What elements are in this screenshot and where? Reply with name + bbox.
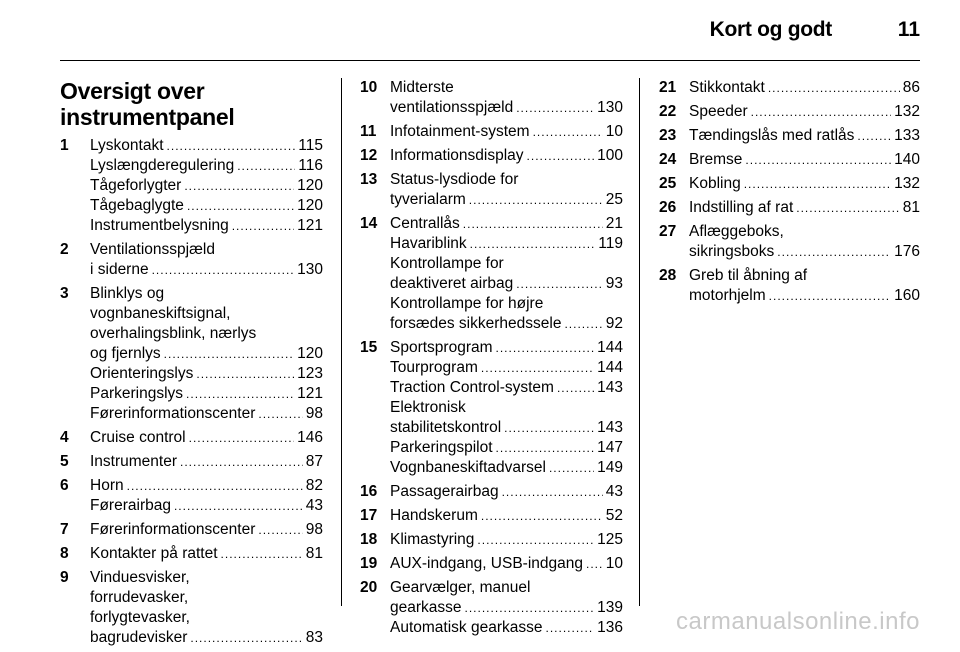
entry-line [689,222,920,242]
entry-line [390,458,623,478]
dot-leader [469,190,603,210]
page-reference: 149 [597,459,623,476]
index-column-1 [60,78,323,652]
entry-line [390,294,623,314]
entry-line [390,378,623,398]
page-reference: 116 [298,157,323,174]
dot-leader [527,146,595,166]
entry-text: Sportsprogram [390,339,493,356]
index-entry [60,428,323,448]
entry-line [90,568,323,588]
entry-line [390,170,623,190]
dot-leader [167,136,296,156]
dot-leader [221,544,303,564]
entry-number: 3 [60,285,69,302]
section-title: Oversigt over instrumentpanel [60,78,235,130]
index-entry [360,146,623,166]
entry-text: Kontrollampe for højre [390,295,544,312]
entry-text: deaktiveret airbag [390,275,514,292]
page-reference: 130 [597,99,623,116]
entry-text: sikringsboks [689,243,775,260]
entry-number: 25 [659,175,677,192]
entry-text: Speeder [689,103,748,120]
dot-leader [564,314,602,334]
entry-text: Kontakter på rattet [90,545,218,562]
entry-text: Horn [90,477,124,494]
entry-text: Kobling [689,175,741,192]
page-reference: 10 [605,555,623,572]
dot-leader [477,530,594,550]
entry-line [689,174,920,194]
entry-line [90,136,323,156]
index-entry [659,102,920,122]
entry-line [90,324,323,344]
index-entry [60,240,323,280]
entry-text: gearkasse [390,599,462,616]
entry-text: Ventilationsspjæld [90,241,215,258]
page-reference: 132 [894,103,920,120]
entry-line [689,286,920,306]
entry-text: forsædes sikkerhedssele [390,315,562,332]
page-reference: 147 [597,439,623,456]
index-entry [360,78,623,118]
dot-leader [187,196,294,216]
dot-leader [496,338,595,358]
entry-line [90,284,323,304]
entry-text: Handskerum [390,507,478,524]
index-entry [659,198,920,218]
entry-number: 17 [360,507,378,524]
dot-leader [237,156,295,176]
dot-leader [586,554,603,574]
entry-text: og fjernlys [90,345,161,362]
index-entry [659,174,920,194]
entry-number: 6 [60,477,69,494]
entry-line [390,234,623,254]
entry-line [390,578,623,598]
entry-text: Informationsdisplay [390,147,524,164]
entry-line [390,122,623,142]
page-reference: 92 [605,315,623,332]
entry-number: 10 [360,79,378,96]
index-entry [360,482,623,502]
entry-line [390,338,623,358]
dot-leader [258,520,302,540]
page-reference: 146 [297,429,323,446]
entry-number: 4 [60,429,69,446]
entry-text: Gearvælger, manuel [390,579,531,596]
dot-leader [516,274,603,294]
entry-line [90,240,323,260]
index-entry [60,568,323,648]
entry-text: tyverialarm [390,191,466,208]
entry-text: Status-lysdiode for [390,171,519,188]
index-entry [60,520,323,540]
page-reference: 160 [894,287,920,304]
entry-text: Førerinformationscenter [90,405,256,422]
index-entry [360,506,623,526]
entry-text: bagrudevisker [90,629,188,646]
entry-number: 26 [659,199,677,216]
page-reference: 120 [297,197,323,214]
entry-text: overhalingsblink, nærlys [90,325,257,342]
page-reference: 43 [605,483,623,500]
entry-text: Instrumenter [90,453,178,470]
entry-number: 28 [659,267,677,284]
dot-leader [768,78,900,98]
entry-text: Stikkontakt [689,79,765,96]
entry-text: ventilationsspjæld [390,99,514,116]
entry-text: forrudevasker, [90,589,189,606]
index-entry [659,266,920,306]
dot-leader [470,234,596,254]
dot-leader [549,458,594,478]
entry-line [390,314,623,334]
dot-leader [127,476,303,496]
column-divider [341,78,342,606]
entry-line [390,506,623,526]
entry-line [90,216,323,236]
dot-leader [481,358,594,378]
page-reference: 143 [597,419,623,436]
entry-line [689,198,920,218]
page-reference: 21 [605,215,623,232]
page-reference: 81 [902,199,920,216]
entry-text: Lyslængderegulering [90,157,235,174]
entry-text: Orienteringslys [90,365,194,382]
index-column-2 [360,78,623,642]
dot-leader [745,150,891,170]
dot-leader [857,126,891,146]
entry-text: Centrallås [390,215,460,232]
index-entry [360,122,623,142]
page-reference: 121 [297,385,323,402]
page-reference: 143 [597,379,623,396]
dot-leader [184,176,294,196]
entry-line [390,530,623,550]
header-title: Kort og godt [709,18,832,41]
dot-leader [751,102,892,122]
entry-text: Infotainment-system [390,123,530,140]
entry-text: Elektronisk [390,399,466,416]
entry-line [390,78,623,98]
page-reference: 144 [597,359,623,376]
dot-leader [465,598,595,618]
entry-text: vognbaneskiftsignal, [90,305,231,322]
entry-line [90,608,323,628]
entry-line [390,358,623,378]
header-divider [60,60,920,61]
page-reference: 133 [894,127,920,144]
entry-text: Bremse [689,151,743,168]
page-reference: 10 [605,123,623,140]
page-reference: 130 [297,261,323,278]
entry-line [390,98,623,118]
page-reference: 115 [298,137,323,154]
page-reference: 98 [305,405,323,422]
entry-number: 11 [360,123,377,140]
entry-number: 27 [659,223,677,240]
entry-text: Parkeringslys [90,385,184,402]
entry-number: 14 [360,215,378,232]
entry-line [90,544,323,564]
entry-line [390,146,623,166]
column-divider [639,78,640,606]
entry-text: Tågebaglygte [90,197,184,214]
entry-line [90,628,323,648]
index-entry [60,284,323,424]
page-reference: 140 [894,151,920,168]
page-reference: 25 [605,191,623,208]
entry-text: AUX-indgang, USB-indgang [390,555,584,572]
entry-line [390,190,623,210]
dot-leader [744,174,891,194]
dot-leader [557,378,594,398]
dot-leader [504,418,594,438]
entry-number: 15 [360,339,378,356]
dot-leader [164,344,294,364]
page-reference: 83 [305,629,323,646]
entry-text: Aflæggeboks, [689,223,784,240]
page-reference: 87 [305,453,323,470]
index-entry [360,214,623,334]
entry-line [90,364,323,384]
page-reference: 123 [297,365,323,382]
entry-text: Indstilling af rat [689,199,794,216]
entry-number: 16 [360,483,378,500]
entry-text: Havariblink [390,235,467,252]
entry-text: i siderne [90,261,149,278]
page-reference: 81 [305,545,323,562]
entry-line [390,482,623,502]
entry-text: Førerinformationscenter [90,521,256,538]
entry-text: Midterste [390,79,454,96]
dot-leader [533,122,603,142]
dot-leader [769,286,891,306]
entry-number: 21 [659,79,677,96]
page-reference: 52 [605,507,623,524]
entry-number: 1 [60,137,69,154]
dot-leader [463,214,603,234]
entry-line [90,476,323,496]
page-number: 11 [897,18,920,41]
dot-leader [180,452,303,472]
dot-leader [186,384,294,404]
entry-line [90,260,323,280]
entry-number: 7 [60,521,69,538]
page-reference: 121 [297,217,323,234]
entry-text: Greb til åbning af [689,267,808,284]
entry-line [90,404,323,424]
entry-text: Tourprogram [390,359,478,376]
entry-line [90,452,323,472]
dot-leader [190,628,302,648]
entry-text: motorhjelm [689,287,766,304]
dot-leader [796,198,900,218]
entry-line [689,266,920,286]
page-reference: 120 [297,345,323,362]
page-reference: 144 [597,339,623,356]
dot-leader [502,482,603,502]
entry-line [90,520,323,540]
entry-number: 8 [60,545,69,562]
entry-text: Førerairbag [90,497,171,514]
entry-text: Tågeforlygter [90,177,182,194]
index-entry [60,544,323,564]
entry-text: Traction Control-system [390,379,554,396]
dot-leader [196,364,294,384]
entry-line [90,344,323,364]
entry-line [390,598,623,618]
entry-text: Passagerairbag [390,483,499,500]
entry-text: Vognbaneskiftadvarsel [390,459,546,476]
entry-line [689,126,920,146]
page-reference: 82 [305,477,323,494]
page-reference: 86 [902,79,920,96]
page-reference: 176 [894,243,920,260]
dot-leader [232,216,294,236]
page-reference: 125 [597,531,623,548]
entry-line [390,398,623,418]
index-entry [360,554,623,574]
page-reference: 120 [297,177,323,194]
entry-line [90,176,323,196]
index-entry [360,170,623,210]
entry-line [390,554,623,574]
entry-text: Klimastyring [390,531,475,548]
entry-text: Parkeringspilot [390,439,493,456]
entry-text: Automatisk gearkasse [390,619,543,636]
index-entry [360,530,623,550]
entry-number: 9 [60,569,69,586]
page-reference: 93 [605,275,623,292]
index-column-3 [659,78,920,310]
entry-line [689,242,920,262]
entry-line [390,418,623,438]
entry-text: Lyskontakt [90,137,164,154]
entry-line [689,102,920,122]
page-reference: 139 [597,599,623,616]
entry-text: Tændingslås med ratlås [689,127,855,144]
entry-line [90,304,323,324]
entry-line [390,214,623,234]
index-entry [360,338,623,478]
page-reference: 119 [598,235,623,252]
index-entry [60,452,323,472]
entry-line [90,196,323,216]
entry-number: 20 [360,579,378,596]
index-entry [659,150,920,170]
dot-leader [189,428,295,448]
entry-number: 5 [60,453,69,470]
entry-line [390,618,623,638]
entry-text: Kontrollampe for [390,255,504,272]
entry-text: stabilitetskontrol [390,419,502,436]
entry-line [90,428,323,448]
dot-leader [777,242,891,262]
entry-number: 23 [659,127,677,144]
page-reference: 43 [305,497,323,514]
entry-line [90,588,323,608]
entry-line [90,156,323,176]
entry-line [689,78,920,98]
dot-leader [152,260,295,280]
dot-leader [546,618,595,638]
dot-leader [174,496,303,516]
dot-leader [516,98,594,118]
entry-text: Vinduesvisker, [90,569,190,586]
dot-leader [496,438,595,458]
dot-leader [481,506,603,526]
entry-number: 2 [60,241,69,258]
entry-line [390,438,623,458]
entry-line [390,274,623,294]
entry-text: Cruise control [90,429,186,446]
index-entry [60,476,323,516]
index-entry [360,578,623,638]
entry-number: 13 [360,171,378,188]
watermark: carmanualsonline.info [676,608,920,635]
page-reference: 136 [597,619,623,636]
page-reference: 132 [894,175,920,192]
entry-text: forlygtevasker, [90,609,190,626]
index-entry [659,222,920,262]
entry-number: 19 [360,555,378,572]
index-entry [659,126,920,146]
entry-line [90,496,323,516]
page-reference: 100 [597,147,623,164]
page-reference: 98 [305,521,323,538]
entry-number: 22 [659,103,677,120]
index-entry [60,136,323,236]
entry-line [390,254,623,274]
dot-leader [258,404,302,424]
entry-number: 24 [659,151,677,168]
entry-line [90,384,323,404]
entry-number: 18 [360,531,378,548]
entry-line [689,150,920,170]
entry-number: 12 [360,147,378,164]
entry-text: Instrumentbelysning [90,217,229,234]
entry-text: Blinklys og [90,285,165,302]
index-entry [659,78,920,98]
